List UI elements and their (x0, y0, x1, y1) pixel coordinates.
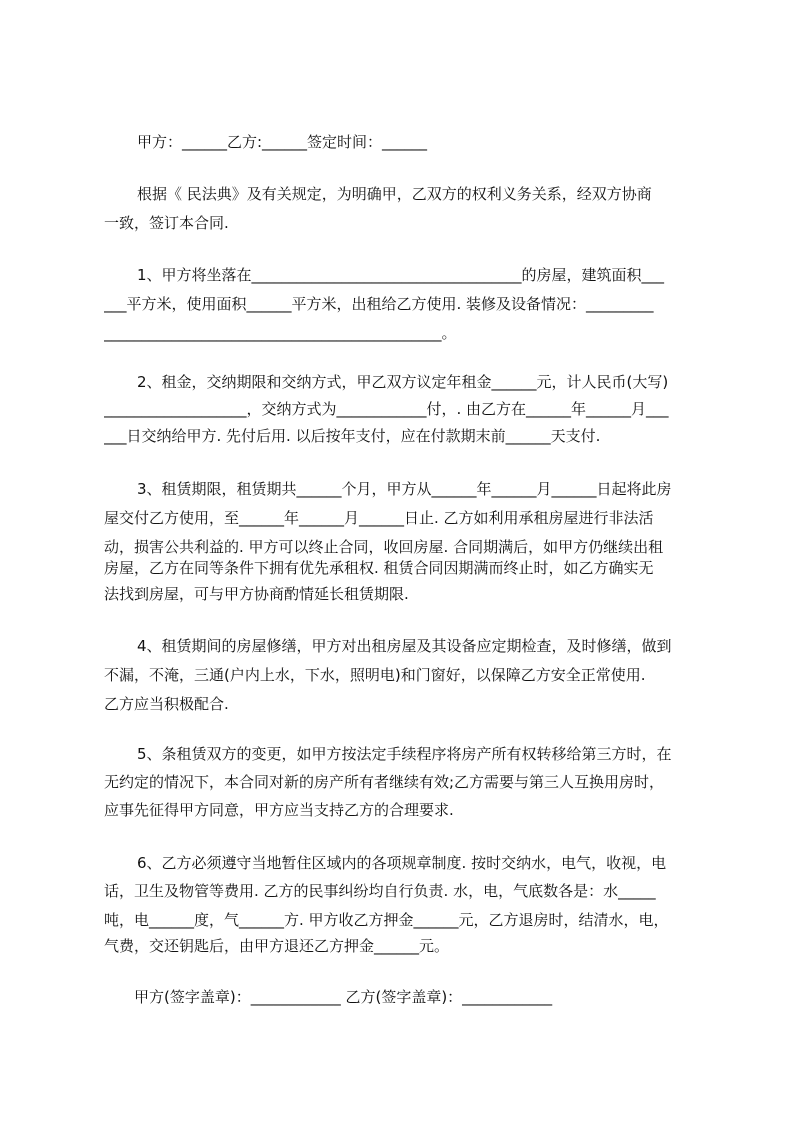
clause-5-line-2: 无约定的情况下，本合同对新的房产所有者继续有效;乙方需要与第三人互换用房时， (104, 773, 665, 791)
clause-5-line-3: 应事先征得甲方同意，甲方应当支持乙方的合理要求. (104, 801, 454, 819)
parties-line: 甲方：______乙方:______签定时间：______ (137, 133, 428, 151)
clause-2-line-3: ___日交纳给甲方. 先付后用. 以后按年支付，应在付款期末前______天支付. (104, 427, 601, 445)
clause-6-line-3: 吨，电______度，气______方. 甲方收乙方押金______元，乙方退房时，结清水，电， (104, 911, 669, 929)
clause-3-line-3: 动，损害公共利益的. 甲方可以终止合同，收回房屋. 合同期满后，如甲方仍继续出租 (104, 538, 664, 556)
clause-4-line-3: 乙方应当积极配合. (104, 695, 229, 713)
signature-line: 甲方(签字盖章)：____________ 乙方(签字盖章)：____________ (134, 988, 553, 1006)
clause-3-line-1: 3、租赁期限，租赁期共______个月，甲方从______年______月______日起将此房 (137, 480, 672, 498)
clause-1-line-2: ___平方米，使用面积______平方米，出租给乙方使用. 装修及设备情况：_________ (104, 295, 654, 313)
clause-4-line-2: 不漏，不淹，三通(户内上水，下水，照明电)和门窗好，以保障乙方安全正常使用. (104, 666, 646, 684)
clause-1-line-1: 1、甲方将坐落在____________________________________的房屋，建筑面积___ (137, 266, 665, 284)
intro-line-1: 根据《 民法典》及有关规定，为明确甲，乙双方的权利义务关系，经双方协商 (137, 185, 652, 203)
intro-line-2: 一致，签订本合同. (104, 214, 229, 232)
clause-6-line-2: 话，卫生及物管等费用. 乙方的民事纠纷均自行负责. 水，电，气底数各是：水_____ (104, 882, 656, 900)
clause-5-line-1: 5、条租赁双方的变更，如甲方按法定手续程序将房产所有权转移给第三方时，在 (137, 745, 672, 763)
clause-2-line-1: 2、租金，交纳期限和交纳方式，甲乙双方议定年租金______元，计人民币(大写) (137, 373, 669, 391)
clause-2-line-2: ___________________，交纳方式为____________付，. 由乙方在______年______月___ (104, 400, 669, 418)
clause-6-line-4: 气费，交还钥匙后，由甲方退还乙方押金______元。 (104, 937, 450, 955)
clause-3-line-4: 房屋，乙方在同等条件下拥有优先承租权. 租赁合同因期满而终止时，如乙方确实无 (104, 559, 654, 577)
clause-3-line-5: 法找到房屋，可与甲方协商酌情延长租赁期限. (104, 585, 409, 603)
clause-1-line-3: _____________________________________________。 (104, 324, 457, 342)
clause-4-line-1: 4、租赁期间的房屋修缮，甲方对出租房屋及其设备应定期检查，及时修缮，做到 (137, 637, 672, 655)
clause-6-line-1: 6、乙方必须遵守当地暂住区域内的各项规章制度. 按时交纳水，电气，收视，电 (137, 854, 667, 872)
clause-3-line-2: 屋交付乙方使用，至______年______月______日止. 乙方如利用承租房屋进行非法活 (104, 509, 654, 527)
